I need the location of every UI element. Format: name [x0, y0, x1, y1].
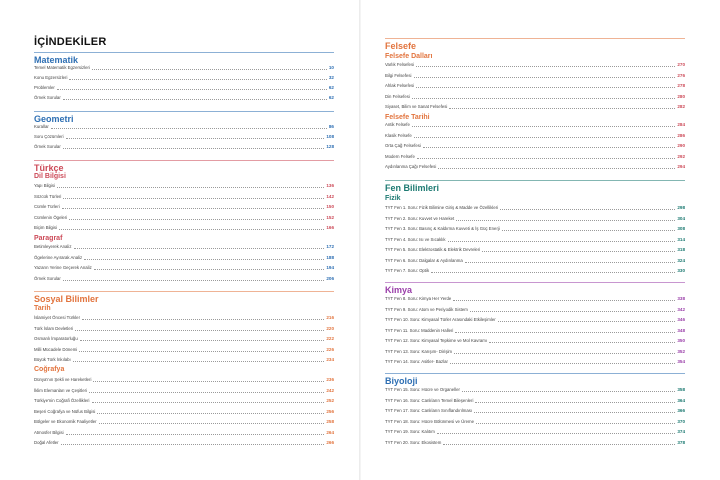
- toc-entry: [385, 224, 685, 234]
- dot-leader: [454, 353, 675, 354]
- entry-title: İklim Elemanları ve Çeşitleri: [34, 387, 88, 393]
- entry-page-number: 216: [326, 315, 334, 320]
- entry-title: Milli Mücadele Dönemi: [34, 346, 78, 352]
- dot-leader: [80, 340, 325, 341]
- entry-title: Bilgi Felsefesi: [385, 72, 412, 78]
- subsection-heading: Felsefe Dalları: [385, 53, 433, 60]
- entry-page-number: 286: [677, 132, 685, 138]
- dot-leader: [79, 351, 324, 352]
- entry-page-number: 298: [677, 205, 685, 210]
- entry-title: TYT Fen 5. Soru: Elektrostatik & Elektrik Devreleri: [385, 247, 481, 252]
- toc-entry: [385, 152, 685, 162]
- dot-leader: [417, 158, 675, 159]
- entry-page-number: 324: [677, 257, 685, 263]
- dot-leader: [489, 342, 675, 343]
- dot-leader: [416, 66, 675, 67]
- dot-leader: [437, 433, 675, 434]
- section-underline: [385, 38, 685, 39]
- dot-leader: [455, 332, 675, 333]
- section-underline: [385, 180, 685, 181]
- entry-title: Antik Felsefe: [385, 122, 410, 127]
- toc-entry: [34, 428, 334, 438]
- entry-title: Bölgeler ve Ekonomik Faaliyetler: [34, 419, 97, 424]
- entry-page-number: 62: [328, 85, 334, 90]
- toc-entry: [34, 213, 334, 223]
- dot-leader: [456, 220, 675, 221]
- entry-page-number: 62: [328, 95, 334, 100]
- entry-title: TYT Fen 19. Soru: Kalıtım: [385, 429, 435, 434]
- toc-entry: [34, 334, 334, 344]
- toc-entry: [34, 375, 334, 385]
- section-underline: [34, 52, 334, 53]
- dot-leader: [475, 402, 675, 403]
- toc-entry: [385, 141, 685, 151]
- entry-page-number: 266: [326, 440, 334, 445]
- section-heading: Matematik: [34, 55, 79, 65]
- entry-title: Modern Felsefe: [385, 153, 415, 159]
- toc-entry: [34, 417, 334, 427]
- book-gutter: [359, 0, 361, 480]
- toc-entry: [385, 162, 685, 172]
- section-heading: Geometri: [34, 114, 74, 124]
- entry-title: TYT Fen 17. Soru: Canlıların Sınıflandırılması: [385, 408, 473, 413]
- entry-page-number: 366: [677, 408, 685, 413]
- toc-entry: [385, 385, 685, 395]
- toc-entry: [34, 407, 334, 417]
- toc-entry: [34, 181, 334, 191]
- toc-entry: [385, 92, 685, 102]
- entry-page-number: 284: [677, 122, 685, 127]
- entry-title: Konu Egzersizleri: [34, 75, 68, 80]
- entry-title: Örnek Sorular: [34, 144, 61, 149]
- entry-title: TYT Fen 9. Soru: Atom ve Periyodik Sistem: [385, 306, 468, 312]
- dot-leader: [73, 361, 325, 362]
- entry-page-number: 188: [326, 254, 334, 260]
- entry-title: Siyaset, Bilim ve Sanat Felsefesi: [385, 104, 448, 109]
- section-heading: Fen Bilimleri: [385, 183, 440, 193]
- toc-entry: [34, 93, 334, 103]
- toc-entry: [385, 245, 685, 255]
- entry-title: Cümlenin Ögeleri: [34, 214, 68, 220]
- dot-leader: [62, 208, 325, 209]
- toc-entry: [385, 326, 685, 336]
- section-underline: [34, 291, 334, 292]
- entry-page-number: 86: [328, 124, 334, 129]
- entry-page-number: 226: [326, 346, 334, 352]
- toc-entry: [34, 253, 334, 263]
- entry-page-number: 290: [677, 143, 685, 148]
- section-underline: [385, 282, 685, 283]
- toc-entry: [34, 355, 334, 365]
- entry-title: TYT Fen 7. Soru: Optik: [385, 268, 430, 273]
- dot-leader: [476, 423, 675, 424]
- subsection-heading: Felsefe Tarihi: [385, 114, 430, 121]
- section-underline: [385, 373, 685, 374]
- dot-leader: [462, 391, 675, 392]
- page-title: İÇİNDEKİLER: [34, 36, 107, 48]
- dot-leader: [92, 402, 325, 403]
- entry-page-number: 276: [677, 72, 685, 78]
- entry-page-number: 314: [677, 236, 685, 242]
- entry-page-number: 256: [326, 408, 334, 414]
- entry-page-number: 330: [677, 268, 685, 273]
- subsection-heading: Coğrafya: [34, 366, 65, 373]
- toc-entry: [385, 417, 685, 427]
- entry-title: TYT Fen 1. Soru: Fizik Bilimine Giriş & Madde ve Özellikleri: [385, 205, 499, 210]
- dot-leader: [423, 147, 676, 148]
- dot-leader: [450, 363, 675, 364]
- toc-entry: [385, 406, 685, 416]
- dot-leader: [66, 434, 325, 435]
- entry-title: Kurallar: [34, 124, 49, 129]
- entry-title: Biçim Bilgisi: [34, 225, 57, 230]
- entry-page-number: 206: [326, 275, 334, 281]
- entry-page-number: 358: [677, 387, 685, 392]
- toc-entry: [385, 120, 685, 130]
- entry-page-number: 264: [326, 429, 334, 435]
- entry-page-number: 234: [326, 357, 334, 362]
- entry-title: Osmanlı İmparatorluğu: [34, 336, 78, 341]
- dot-leader: [61, 444, 325, 445]
- entry-page-number: 166: [326, 225, 334, 230]
- dot-leader: [51, 128, 327, 129]
- dot-leader: [63, 148, 325, 149]
- dot-leader: [500, 209, 675, 210]
- entry-page-number: 354: [677, 359, 685, 364]
- dot-leader: [449, 108, 675, 109]
- entry-title: Varlık Felsefesi: [385, 62, 415, 67]
- dot-leader: [84, 259, 324, 260]
- entry-title: Örnek Sorular: [34, 275, 61, 281]
- entry-title: Ahlak Felsefesi: [385, 83, 415, 88]
- entry-title: Aydınlanma Çağı Felsefesi: [385, 164, 437, 169]
- dot-leader: [414, 137, 676, 138]
- entry-page-number: 252: [326, 398, 334, 403]
- toc-entry: [34, 63, 334, 73]
- toc-entry: [385, 102, 685, 112]
- entry-title: Türkiye'nin Coğrafi Özellikleri: [34, 398, 90, 403]
- entry-title: Ögelerine Ayırarak Analiz: [34, 254, 83, 260]
- dot-leader: [438, 168, 675, 169]
- section-underline: [34, 160, 334, 161]
- entry-page-number: 278: [677, 83, 685, 88]
- dot-leader: [498, 321, 676, 322]
- entry-title: Problemler: [34, 85, 55, 90]
- entry-page-number: 150: [326, 204, 334, 209]
- entry-title: TYT Fen 16. Soru: Canlıların Temel Bileşenleri: [385, 397, 474, 403]
- entry-page-number: 152: [326, 214, 334, 220]
- toc-entry: [385, 438, 685, 448]
- section-heading: Kimya: [385, 285, 413, 295]
- entry-title: Dünya'nın Şekli ve Hareketleri: [34, 377, 92, 382]
- toc-entry: [34, 73, 334, 83]
- subsection-heading: Dil Bilgisi: [34, 173, 66, 180]
- toc-entry: [34, 345, 334, 355]
- dot-leader: [448, 241, 676, 242]
- dot-leader: [92, 69, 327, 70]
- entry-page-number: 282: [677, 104, 685, 109]
- entry-page-number: 342: [677, 306, 685, 312]
- subsection-heading: Fizik: [385, 195, 401, 202]
- toc-entry: [385, 256, 685, 266]
- entry-title: İslamiyet Öncesi Türkler: [34, 315, 81, 320]
- entry-title: Klasik Felsefe: [385, 132, 412, 138]
- entry-page-number: 280: [677, 93, 685, 99]
- entry-title: Atmosfer Bilgisi: [34, 429, 64, 435]
- dot-leader: [412, 126, 675, 127]
- entry-page-number: 378: [677, 439, 685, 445]
- dot-leader: [89, 392, 324, 393]
- dot-leader: [75, 330, 324, 331]
- dot-leader: [97, 413, 324, 414]
- dot-leader: [57, 187, 324, 188]
- entry-title: Beşeri Coğrafya ve Nüfus Bilgisi: [34, 408, 96, 414]
- entry-title: TYT Fen 11. Soru: Maddenin Halleri: [385, 327, 454, 333]
- toc-entry: [385, 214, 685, 224]
- dot-leader: [94, 269, 325, 270]
- toc-entry: [34, 324, 334, 334]
- dot-leader: [57, 89, 327, 90]
- toc-entry: [34, 142, 334, 152]
- entry-page-number: 136: [326, 183, 334, 188]
- entry-title: Sözcük Türleri: [34, 193, 62, 199]
- dot-leader: [443, 444, 675, 445]
- toc-entry: [385, 131, 685, 141]
- entry-title: TYT Fen 20. Soru: Ekosistem: [385, 439, 442, 445]
- entry-title: TYT Fen 10. Soru: Kimyasal Türler Arasındaki Etkileşimler: [385, 317, 496, 322]
- dot-leader: [69, 79, 326, 80]
- toc-entry: [385, 203, 685, 213]
- toc-entry: [385, 315, 685, 325]
- dot-leader: [431, 272, 675, 273]
- dot-leader: [74, 248, 325, 249]
- section-underline: [34, 111, 334, 112]
- subsection-heading: Paragraf: [34, 235, 63, 242]
- toc-entry: [34, 132, 334, 142]
- entry-page-number: 236: [326, 377, 334, 382]
- toc-entry: [34, 263, 334, 273]
- entry-title: Yazarın Yerine Geçerek Analiz: [34, 265, 92, 270]
- toc-entry: [385, 266, 685, 276]
- entry-title: TYT Fen 8. Soru: Kimya Her Yerde: [385, 296, 452, 301]
- subsection-heading: Tarih: [34, 305, 51, 312]
- dot-leader: [474, 412, 675, 413]
- toc-entry: [34, 202, 334, 212]
- entry-title: Soru Çözümleri: [34, 134, 64, 139]
- toc-entry: [385, 71, 685, 81]
- dot-leader: [453, 300, 675, 301]
- dot-leader: [416, 87, 675, 88]
- entry-title: Betimleyerek Analiz: [34, 244, 72, 249]
- toc-entry: [34, 438, 334, 448]
- entry-page-number: 194: [326, 265, 334, 270]
- entry-page-number: 32: [328, 75, 334, 80]
- dot-leader: [502, 230, 676, 231]
- toc-entry: [34, 192, 334, 202]
- dot-leader: [414, 77, 676, 78]
- dot-leader: [63, 280, 325, 281]
- section-heading: Sosyal Bilimler: [34, 294, 99, 304]
- entry-title: TYT Fen 6. Soru: Dalgalar & Aydınlanma: [385, 257, 463, 263]
- entry-page-number: 292: [677, 153, 685, 159]
- entry-page-number: 294: [677, 164, 685, 169]
- dot-leader: [99, 423, 325, 424]
- entry-title: Örnek Sorular: [34, 95, 61, 100]
- section-heading: Türkçe: [34, 163, 64, 173]
- entry-title: Yapı Bilgisi: [34, 183, 55, 188]
- section-heading: Felsefe: [385, 41, 417, 51]
- entry-page-number: 10: [328, 65, 334, 70]
- entry-page-number: 350: [677, 338, 685, 343]
- entry-title: Temel Matematik Egzersizleri: [34, 65, 90, 70]
- toc-entry: [385, 427, 685, 437]
- dot-leader: [482, 251, 675, 252]
- section-heading: Biyoloji: [385, 376, 418, 386]
- entry-page-number: 222: [326, 336, 334, 341]
- toc-entry: [385, 305, 685, 315]
- entry-title: TYT Fen 2. Soru: Kuvvet ve Hareket: [385, 215, 455, 221]
- toc-entry: [34, 83, 334, 93]
- toc-entry: [385, 347, 685, 357]
- entry-page-number: 346: [677, 317, 685, 322]
- dot-leader: [69, 219, 324, 220]
- dot-leader: [59, 229, 324, 230]
- entry-title: Orta Çağ Felsefesi: [385, 143, 421, 148]
- entry-title: TYT Fen 15. Soru: Hücre ve Organeller: [385, 387, 460, 392]
- toc-entry: [385, 357, 685, 367]
- toc-entry: [385, 294, 685, 304]
- entry-title: Doğal Afetler: [34, 440, 59, 445]
- dot-leader: [63, 99, 327, 100]
- entry-page-number: 338: [677, 296, 685, 301]
- entry-page-number: 142: [326, 193, 334, 199]
- entry-title: Din Felsefesi: [385, 93, 410, 99]
- toc-entry: [34, 313, 334, 323]
- entry-page-number: 258: [326, 419, 334, 424]
- toc-entry: [34, 274, 334, 284]
- entry-title: Büyük Türk İnkılabı: [34, 357, 71, 362]
- entry-title: TYT Fen 3. Soru: Basınç & Kaldırma Kuvveti & İş Güç Enerji: [385, 226, 500, 231]
- entry-title: TYT Fen 4. Soru: Isı ve Sıcaklık: [385, 236, 446, 242]
- toc-entry: [385, 60, 685, 70]
- dot-leader: [412, 98, 675, 99]
- entry-page-number: 128: [326, 144, 334, 149]
- entry-page-number: 364: [677, 397, 685, 403]
- entry-title: TYT Fen 13. Soru: Karışım- Dirişim: [385, 348, 453, 354]
- toc-entry: [34, 242, 334, 252]
- entry-title: TYT Fen 18. Soru: Hücre Bölünmesi ve Üreme: [385, 418, 474, 424]
- entry-page-number: 270: [677, 62, 685, 67]
- dot-leader: [93, 381, 324, 382]
- dot-leader: [465, 262, 676, 263]
- toc-entry: [34, 122, 334, 132]
- toc-entry: [34, 223, 334, 233]
- entry-page-number: 172: [326, 244, 334, 249]
- entry-title: TYT Fen 12. Soru: Kimyasal Tepkime ve Mol Kavramı: [385, 338, 488, 343]
- entry-page-number: 352: [677, 348, 685, 354]
- dot-leader: [82, 319, 324, 320]
- entry-page-number: 220: [326, 325, 334, 331]
- entry-title: Türk İslam Devletleri: [34, 325, 74, 331]
- entry-title: Cümle Türleri: [34, 204, 60, 209]
- toc-entry: [385, 81, 685, 91]
- toc-entry: [34, 386, 334, 396]
- entry-page-number: 374: [677, 429, 685, 434]
- entry-title: TYT Fen 14. Soru: Asitler- Bazlar: [385, 359, 448, 364]
- toc-entry: [385, 235, 685, 245]
- entry-page-number: 370: [677, 418, 685, 424]
- entry-page-number: 108: [326, 134, 334, 139]
- entry-page-number: 308: [677, 226, 685, 231]
- entry-page-number: 242: [326, 387, 334, 393]
- entry-page-number: 348: [677, 327, 685, 333]
- dot-leader: [470, 311, 676, 312]
- toc-entry: [385, 336, 685, 346]
- dot-leader: [66, 138, 325, 139]
- toc-entry: [34, 396, 334, 406]
- dot-leader: [63, 198, 324, 199]
- entry-page-number: 318: [677, 247, 685, 252]
- toc-entry: [385, 396, 685, 406]
- entry-page-number: 304: [677, 215, 685, 221]
